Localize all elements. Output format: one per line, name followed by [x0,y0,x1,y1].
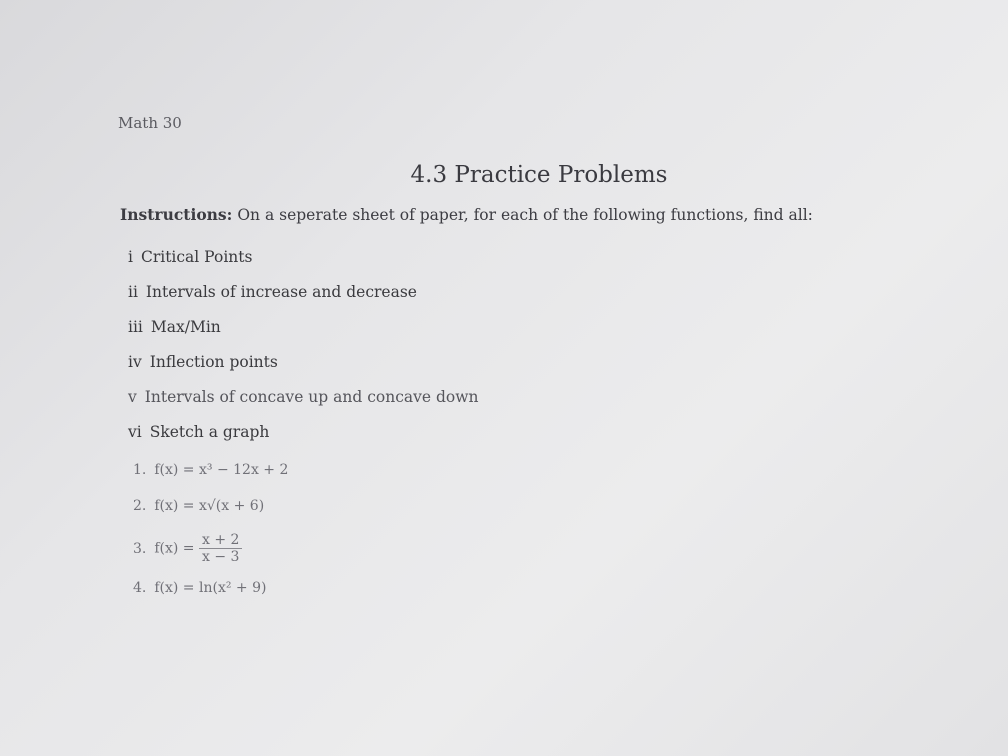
problem-function: f(x) = ln(x² + 9) [154,580,267,596]
task-number: i [128,248,133,266]
task-item [128,388,478,423]
task-item [128,248,478,283]
problem-number: 3. [133,540,147,557]
task-list [128,248,478,458]
task-text: Inflection points [149,353,278,371]
problem-number: 4. [133,580,147,596]
task-text: Intervals of concave up and concave down [144,388,479,406]
task-text: Sketch a graph [149,423,270,441]
problem-item [133,532,242,565]
problem-number: 2. [133,498,147,514]
problem-item [133,580,266,596]
fraction-denominator: x − 3 [202,549,240,566]
problem-function: f(x) = x³ − 12x + 2 [154,462,289,478]
instructions [120,205,813,224]
problem-item [133,498,264,514]
problem-function-lhs: f(x) = [154,540,195,557]
problem-number: 1. [133,462,147,478]
task-number: vi [128,423,142,441]
course-label: Math 30 [118,114,182,132]
problem-function: f(x) = x√(x + 6) [154,498,265,514]
task-number: v [128,388,137,406]
task-text: Max/Min [150,318,221,336]
task-number: ii [128,283,138,301]
task-item [128,283,478,318]
problem-item [133,462,288,478]
fraction [199,532,242,565]
task-number: iv [128,353,142,371]
task-text: Critical Points [140,248,253,266]
task-item [128,353,478,388]
fraction-numerator: x + 2 [199,532,242,549]
instructions-text: On a seperate sheet of paper, for each of the following functions, find all: [237,206,813,224]
task-item [128,318,478,353]
task-text: Intervals of increase and decrease [145,283,417,301]
instructions-label: Instructions: [120,205,233,224]
page-title: 4.3 Practice Problems [410,162,668,188]
task-number: iii [128,318,143,336]
task-item [128,423,478,458]
